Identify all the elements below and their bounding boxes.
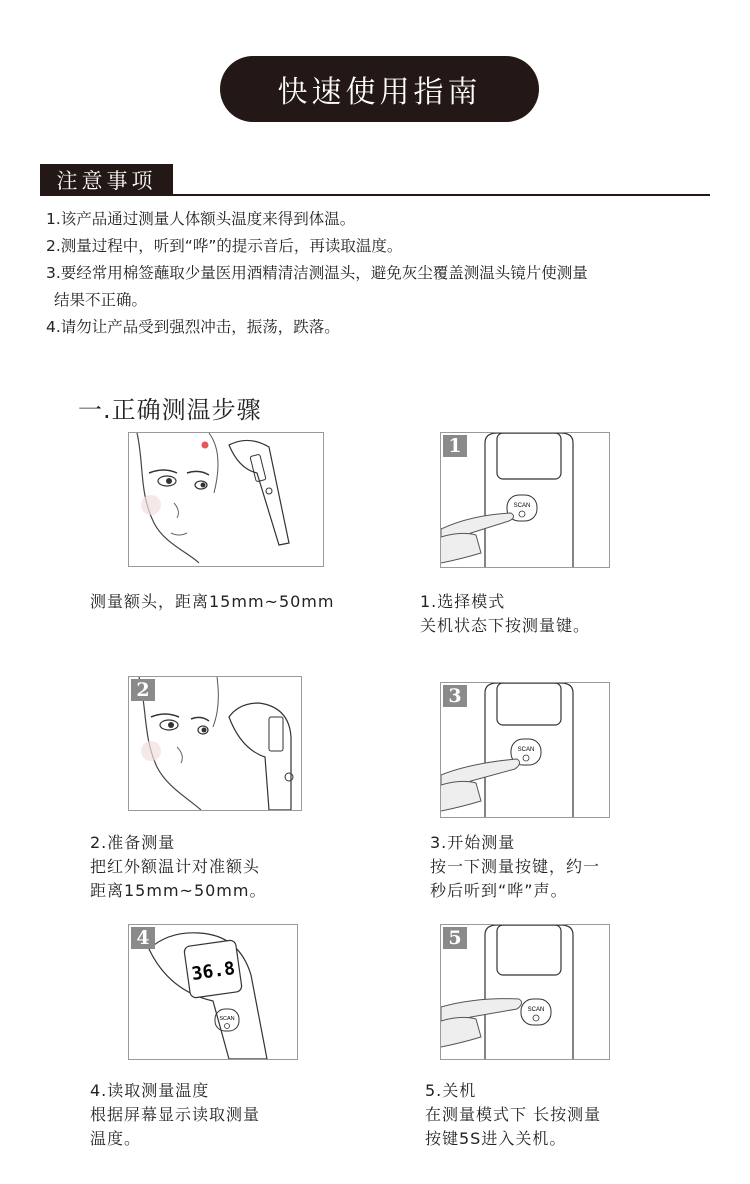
caption-line: 温度。 xyxy=(90,1129,142,1148)
caption-line: 关机状态下按测量键。 xyxy=(420,616,591,635)
step-5-illustration xyxy=(440,924,610,1060)
notice-item: 结果不正确。 xyxy=(54,291,148,309)
notices-heading: 注意事项 xyxy=(40,164,173,196)
step-badge: 3 xyxy=(443,685,467,707)
caption-line: 测量额头，距离15mm~50mm xyxy=(90,592,335,611)
notice-item: 4.请勿让产品受到强烈冲击，振荡，跌落。 xyxy=(46,318,340,336)
notice-item: 3.要经常用棉签蘸取少量医用酒精清洁测温头，避免灰尘覆盖测温头镜片使测量 xyxy=(46,264,588,282)
caption-line: 按键5S进入关机。 xyxy=(425,1129,567,1148)
caption-line: 3.开始测量 xyxy=(430,833,516,852)
scan-button-label: SCAN xyxy=(527,1007,545,1013)
caption-line: 距离15mm~50mm。 xyxy=(90,881,267,900)
scan-button-label: SCAN xyxy=(219,1016,235,1022)
caption-line: 秒后听到“哗”声。 xyxy=(430,881,568,900)
page-title: 快速使用指南 xyxy=(220,56,539,122)
caption-line: 5.关机 xyxy=(425,1081,477,1100)
step-caption xyxy=(90,1079,260,1151)
step-badge: 2 xyxy=(131,679,155,701)
step-caption xyxy=(425,1079,601,1151)
caption-line: 2.准备测量 xyxy=(90,833,176,852)
step-badge: 5 xyxy=(443,927,467,949)
scan-button-label: SCAN xyxy=(517,747,535,753)
step-caption xyxy=(90,590,334,614)
caption-line: 1.选择模式 xyxy=(420,592,506,611)
step-4-illustration xyxy=(128,924,298,1060)
scan-button-label: SCAN xyxy=(513,503,531,509)
step-caption xyxy=(430,831,600,903)
step-badge: 1 xyxy=(443,435,467,457)
caption-line: 按一下测量按键，约一 xyxy=(430,857,601,876)
step-caption xyxy=(90,831,266,903)
step-3-illustration xyxy=(440,682,610,818)
caption-line: 4.读取测量温度 xyxy=(90,1081,210,1100)
caption-line: 在测量模式下 长按测量 xyxy=(425,1105,602,1124)
step-badge: 4 xyxy=(131,927,155,949)
step-caption xyxy=(420,590,590,638)
caption-line: 根据屏幕显示读取测量 xyxy=(90,1105,261,1124)
forehead-measure-illustration xyxy=(128,432,324,567)
step-1-illustration xyxy=(440,432,610,568)
caption-line: 把红外额温计对准额头 xyxy=(90,857,261,876)
notice-item: 1.该产品通过测量人体额头温度来得到体温。 xyxy=(46,210,356,228)
steps-section-title: 一.正确测温步骤 xyxy=(78,396,262,424)
notice-item: 2.测量过程中，听到“哗”的提示音后，再读取温度。 xyxy=(46,237,403,255)
notices-list xyxy=(46,206,726,341)
svg-text:36.8: 36.8 xyxy=(190,958,237,985)
step-2-illustration xyxy=(128,676,302,811)
notices-divider xyxy=(40,194,710,196)
